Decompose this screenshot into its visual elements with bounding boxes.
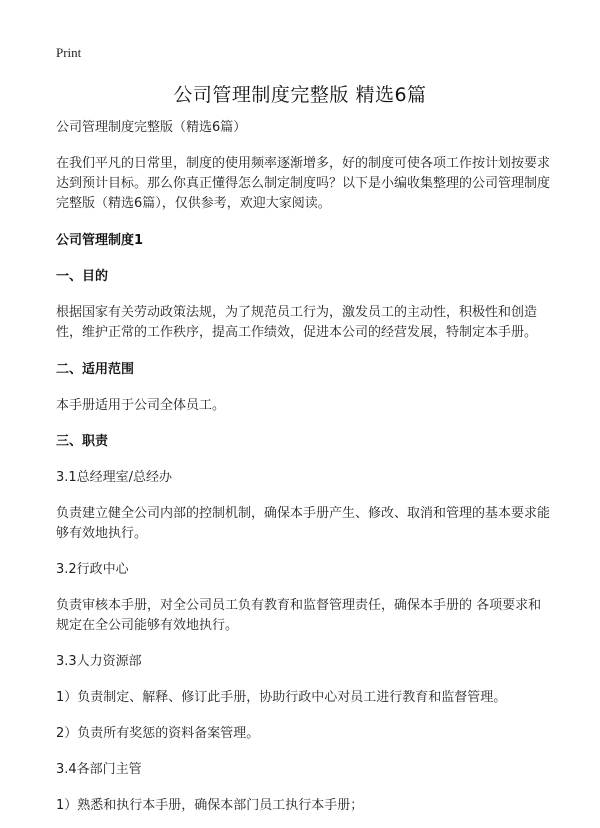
document-subtitle: 公司管理制度完整版（精选6篇） [56,120,247,135]
heading-scope: 二、适用范围 [56,362,135,377]
print-link[interactable]: Print [56,45,82,60]
paragraph-hr-2: 2）负责所有奖惩的资料备案管理。 [56,726,260,741]
document-body [56,118,550,816]
paragraph-general-office: 负责建立健全公司内部的控制机制，确保本手册产生、修改、取消和管理的基本要求能够有效地执行。 [56,506,551,541]
subheading-admin-center: 3.2行政中心 [56,562,129,577]
paragraph-dept-heads-1: 1）熟悉和执行本手册，确保本部门员工执行本手册； [56,798,364,813]
paragraph-admin-center: 负责审核本手册，对全公司员工负有教育和监督管理责任，确保本手册的 各项要求和规定在全公司能够有效地执行。 [56,598,542,633]
section-title: 公司管理制度1 [56,233,144,248]
subheading-dept-heads: 3.4各部门主管 [56,762,142,777]
subheading-general-office: 3.1总经理室/总经办 [56,470,173,485]
intro-paragraph: 在我们平凡的日常里，制度的使用频率逐渐增多，好的制度可使各项工作按计划按要求达到预计目标。那么你真正懂得怎么制定制度吗？以下是小编收集整理的公司管理制度完整版（精选6篇），仅供参考，欢迎大家阅读。 [56,156,551,211]
heading-duties: 三、职责 [56,434,109,449]
document-title: 公司管理制度完整版 精选6篇 [173,84,427,106]
paragraph-hr-1: 1）负责制定、解释、修订此手册，协助行政中心对员工进行教育和监督管理。 [56,690,507,705]
paragraph-purpose: 根据国家有关劳动政策法规，为了规范员工行为，激发员工的主动性，积极性和创造性，维护正常的工作秩序，提高工作绩效，促进本公司的经营发展，特制定本手册。 [56,305,538,340]
paragraph-scope: 本手册适用于公司全体员工。 [56,398,226,413]
heading-purpose: 一、目的 [56,269,109,284]
subheading-hr: 3.3人力资源部 [56,654,142,669]
